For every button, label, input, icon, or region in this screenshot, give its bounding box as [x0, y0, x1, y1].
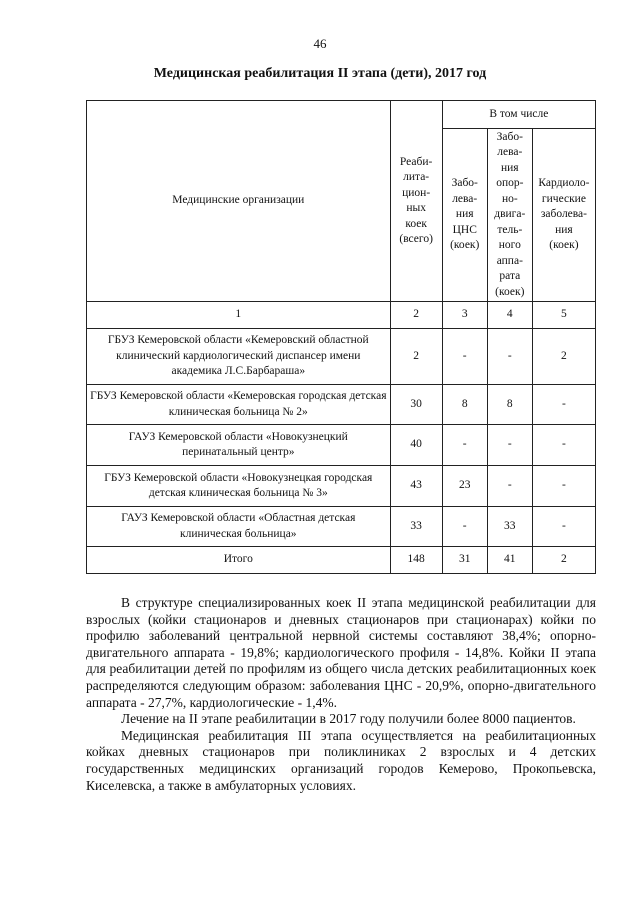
org-name: ГАУЗ Кемеровской области «Областная детская клиническая больница»: [87, 507, 391, 547]
cns-value: 8: [442, 385, 487, 425]
beds-value: 30: [390, 385, 442, 425]
table-row: [87, 385, 596, 425]
musculo-value: -: [487, 466, 532, 507]
header-including: В том числе: [442, 101, 595, 129]
musculo-value: -: [487, 329, 532, 385]
paragraph: В структуре специализированных коек II этапа медицинской реабилитации для взрослых (койки стационаров и дневных стационаров при стационарах) койки по профилю заболеваний центральной нервной системы составляют 38,4%; опорно-двигательного аппарата - 19,8%; кардиологического профиля - 14,8%. Койки II этапа для реабилитации детей по профилям из общего числа детских реабилитационных коек распределяются следующим образом: заболевания ЦНС - 20,9%, опорно-двигательного аппарата - 27,7%, кардиологические - 1,4%.: [86, 595, 596, 710]
total-musculo: 41: [487, 547, 532, 574]
cns-value: -: [442, 425, 487, 466]
column-number: 5: [532, 302, 595, 329]
musculo-value: 8: [487, 385, 532, 425]
beds-value: 43: [390, 466, 442, 507]
cardio-value: -: [532, 507, 595, 547]
column-numbers-row: [87, 302, 596, 329]
column-number: 2: [390, 302, 442, 329]
total-label: Итого: [87, 547, 391, 574]
beds-value: 40: [390, 425, 442, 466]
cns-value: -: [442, 329, 487, 385]
page-title: Медицинская реабилитация II этапа (дети), 2017 год: [153, 66, 487, 81]
total-row: [87, 547, 596, 574]
cardio-value: -: [532, 466, 595, 507]
header-beds-total: Реаби- лита- цион- ных коек (всего): [390, 101, 442, 302]
header-cardio: Кардиоло- гические заболева- ния (коек): [532, 129, 595, 302]
musculo-value: -: [487, 425, 532, 466]
body-text: [86, 595, 596, 794]
org-name: ГБУЗ Кемеровской области «Кемеровская городская детская клиническая больница № 2»: [87, 385, 391, 425]
org-name: ГБУЗ Кемеровской области «Новокузнецкая городская детская клиническая больница № 3»: [87, 466, 391, 507]
table-header-row: [87, 101, 596, 129]
total-cns: 31: [442, 547, 487, 574]
org-name: ГАУЗ Кемеровской области «Новокузнецкий перинатальный центр»: [87, 425, 391, 466]
header-cns: Забо- лева- ния ЦНС (коек): [442, 129, 487, 302]
table-row: [87, 466, 596, 507]
cardio-value: -: [532, 385, 595, 425]
cns-value: -: [442, 507, 487, 547]
cardio-value: 2: [532, 329, 595, 385]
table-row: [87, 425, 596, 466]
column-number: 3: [442, 302, 487, 329]
rehab-table: [86, 100, 596, 574]
paragraph: Медицинская реабилитация III этапа осуществляется на реабилитационных койках дневных стационаров при поликлиниках 2 взрослых и 4 детских государственных медицинских организаций городов Кемерово, Прокопьевска, Киселевска, а также в амбулаторных условиях.: [86, 727, 596, 793]
musculo-value: 33: [487, 507, 532, 547]
page-number: 46: [313, 36, 327, 51]
cns-value: 23: [442, 466, 487, 507]
column-number: 4: [487, 302, 532, 329]
column-number: 1: [87, 302, 391, 329]
beds-value: 33: [390, 507, 442, 547]
table-row: [87, 329, 596, 385]
header-musculoskeletal: Забо- лева- ния опор- но- двига- тель- ного аппа- рата (коек): [487, 129, 532, 302]
table-row: [87, 507, 596, 547]
beds-value: 2: [390, 329, 442, 385]
cardio-value: -: [532, 425, 595, 466]
org-name: ГБУЗ Кемеровской области «Кемеровский областной клинический кардиологический диспансер имени академика Л.С.Барбараша»: [87, 329, 391, 385]
total-beds: 148: [390, 547, 442, 574]
header-organizations: Медицинские организации: [87, 101, 391, 302]
total-cardio: 2: [532, 547, 595, 574]
paragraph: Лечение на II этапе реабилитации в 2017 году получили более 8000 пациентов.: [121, 711, 576, 727]
